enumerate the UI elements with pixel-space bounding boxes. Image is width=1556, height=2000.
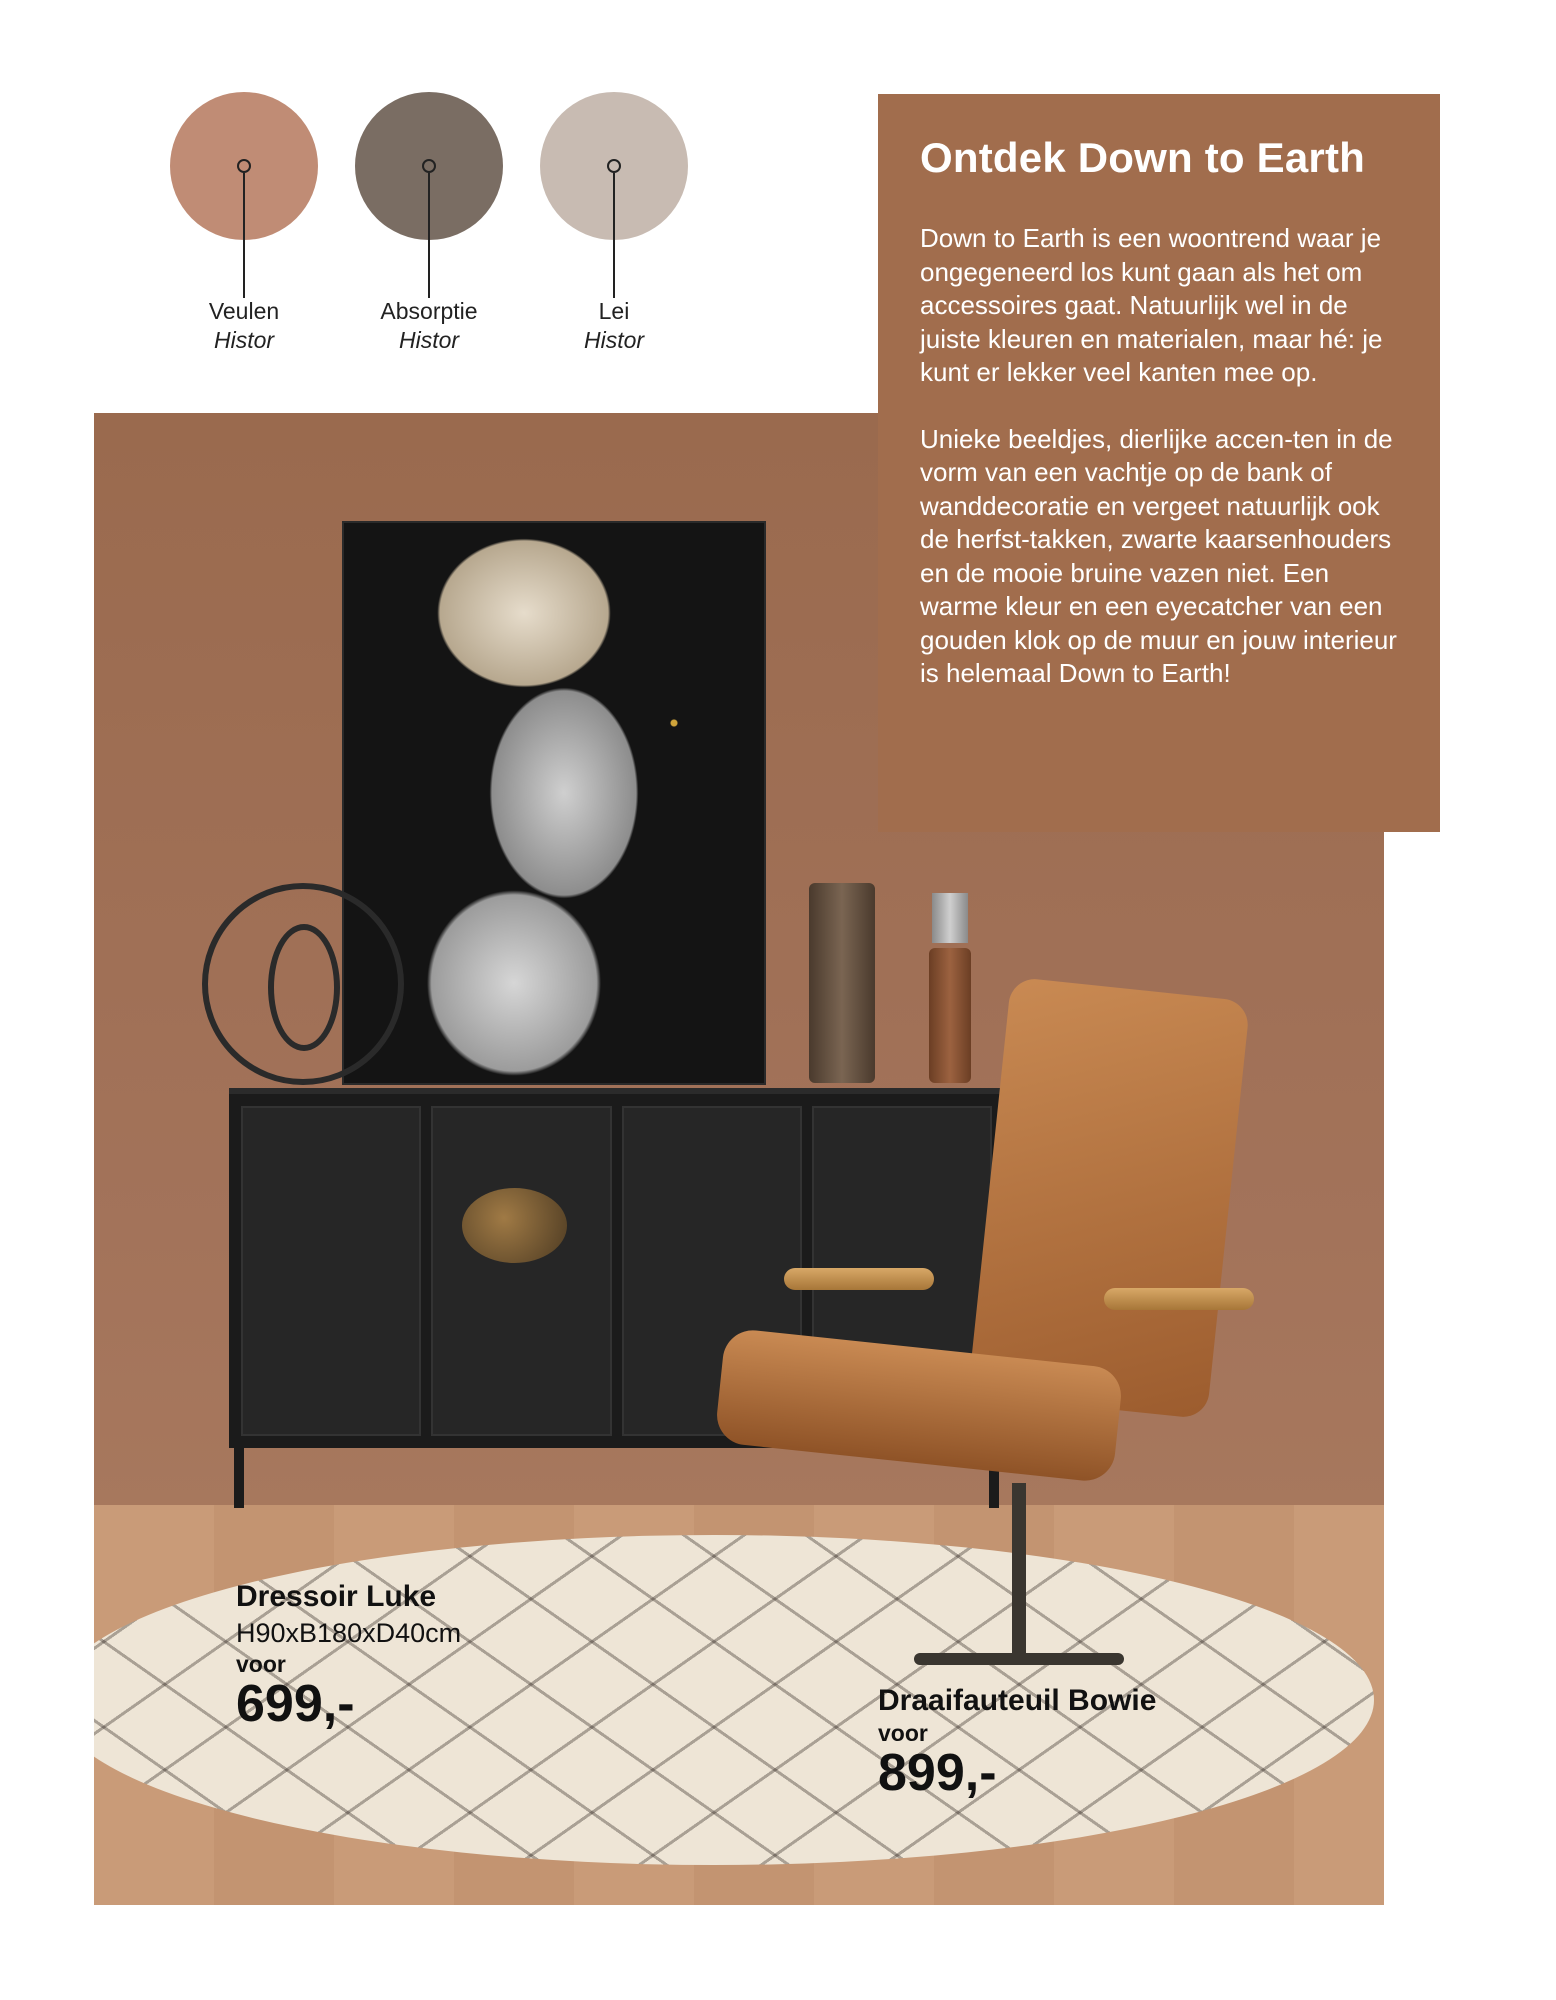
chair-swivel-post (1012, 1483, 1026, 1663)
chair-armrest (1104, 1288, 1254, 1310)
trend-info-box (878, 94, 1440, 832)
cabinet-leg (234, 1448, 244, 1508)
product-title: Dressoir Luke (236, 1580, 437, 1613)
pointer-line (243, 173, 245, 298)
info-paragraph-2: Unieke beeldjes, dierlijke accen-ten in de vorm van een vachtje op de bank of wanddecoratie en vergeet natuurlijk ook de herfst-takken, zwarte kaarsenhouders en de mooie bruine vazen niet. Een warme kleur en een eyecatcher van een gouden klok op de muur en jouw interieur is helemaal Down to Earth! (920, 423, 1397, 688)
price-prefix: voor (236, 1651, 286, 1677)
portrait-painting (344, 523, 764, 1083)
glass-pumpkin (462, 1188, 567, 1263)
pointer-line (613, 173, 615, 298)
info-paragraph-1: Down to Earth is een woontrend waar je ongegeneerd los kunt gaan als het om accessoires gaat. Natuurlijk wel in de juiste kleuren en materialen, maar hé: je kunt er lekker veel kanten mee op. (920, 223, 1383, 387)
chair-base (914, 1653, 1124, 1665)
vase-with-branches (809, 883, 875, 1083)
swatch-brand: Histor (398, 327, 460, 353)
swatch-name: Absorptie (380, 298, 478, 324)
swatch-color-dot (540, 92, 688, 240)
cabinet-door (241, 1106, 421, 1436)
swatch-veulen (170, 92, 318, 354)
pointer-ring (237, 159, 251, 173)
swatch-lei (540, 92, 688, 354)
swatch-name: Veulen (208, 298, 280, 324)
pointer-line (428, 173, 430, 298)
swatch-color-dot (355, 92, 503, 240)
swatch-color-dot (170, 92, 318, 240)
info-title: Ontdek Down to Earth (920, 134, 1365, 181)
swatch-absorptie (355, 92, 503, 354)
cabinet-door (431, 1106, 611, 1436)
swatch-brand: Histor (213, 327, 275, 353)
product-price: 899,- (878, 1744, 997, 1802)
pointer-ring (607, 159, 621, 173)
pointer-ring (422, 159, 436, 173)
product-price: 699,- (236, 1675, 355, 1733)
swatch-brand: Histor (583, 327, 645, 353)
product-title: Draaifauteuil Bowie (878, 1684, 1157, 1717)
chair-backrest (968, 977, 1251, 1420)
price-prefix: voor (878, 1720, 928, 1746)
chair-armrest (784, 1268, 934, 1290)
color-swatches (0, 0, 760, 380)
product-label-dressoir (236, 1580, 462, 1733)
product-dimensions: H90xB180xD40cm (236, 1618, 462, 1648)
swatch-name: Lei (598, 298, 630, 324)
product-label-fauteuil (878, 1684, 1157, 1802)
ring-lamp (202, 883, 404, 1085)
candle-holder (929, 948, 971, 1083)
